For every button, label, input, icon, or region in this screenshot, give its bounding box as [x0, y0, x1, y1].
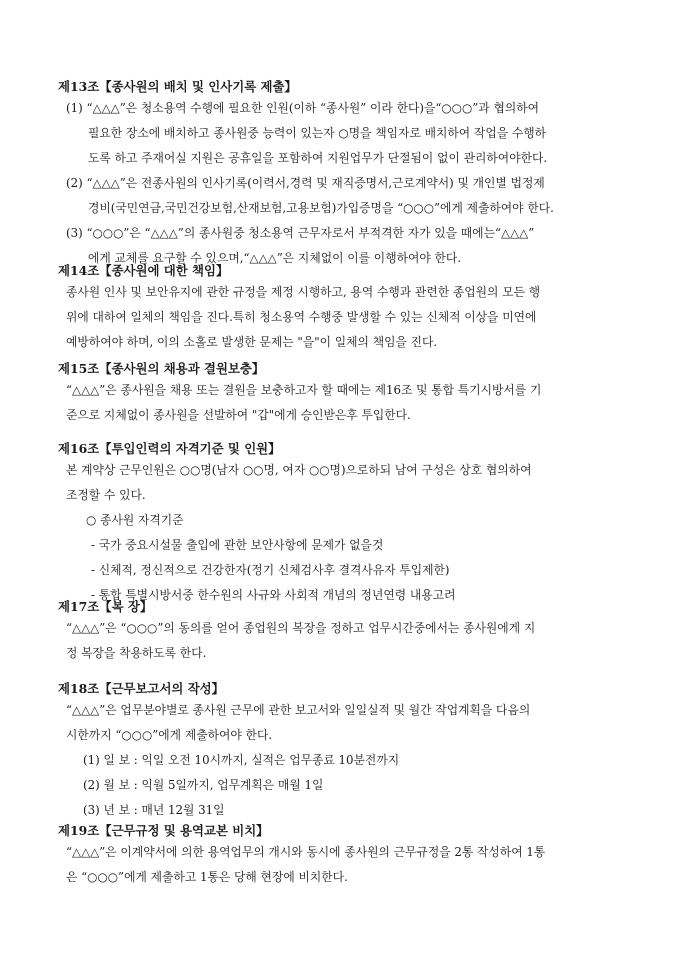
paragraph-line: “△△△”은 종사원을 채용 또는 결원을 보충하고자 할 때에는 제16조 및 통합 특기시방서를 기 [66, 383, 542, 397]
paragraph-line: “△△△”은 업무분야별로 종사원 근무에 관한 보고서와 일일실적 및 월간 작업계획을 다음의 [66, 703, 531, 717]
article-15 [58, 360, 638, 428]
article-heading: 제17조【복 장】 [58, 599, 153, 614]
report-schedule-item: (1) 일 보 : 익일 오전 10시까지, 실적은 업무종료 10분전까지 [83, 753, 400, 767]
article-heading: 제16조【투입인력의 자격기준 및 인원】 [58, 441, 281, 456]
clause-1-line-3: 도록 하고 주재어실 지원은 공휴일을 포함하여 지원업무가 단절됨이 없이 관리하여야한다. [88, 151, 548, 165]
qualification-title: ○ 종사원 자격기준 [86, 513, 184, 527]
article-heading: 제15조【종사원의 채용과 결원보충】 [58, 361, 265, 376]
article-17 [58, 598, 638, 666]
paragraph-line: 예방하여야 하며, 이의 소홀로 발생한 문제는 "을"이 일체의 책임을 진다. [66, 335, 438, 349]
qualification-item: - 신체적, 정신적으로 건강한자(정기 신체검사후 결격사유자 투입제한) [91, 563, 450, 577]
article-18 [58, 680, 638, 823]
paragraph-line: 조정할 수 있다. [66, 488, 146, 502]
clause-1-line-1: (1) “△△△”은 청소용역 수행에 필요한 인원(이하 “종사원” 이라 한다)을“○○○”과 협의하여 [66, 101, 540, 115]
article-14 [58, 262, 638, 355]
qualification-item: - 통합 특별시방서중 한수원의 사규와 사회적 개념의 정년연령 내용고려 [91, 588, 456, 602]
report-schedule-item: (3) 년 보 : 매년 12월 31일 [83, 803, 225, 817]
article-16 [58, 440, 638, 608]
clause-3-line-2: 에게 교체를 요구할 수 있으며,“△△△”은 지체없이 이를 이행하여야 한다. [88, 251, 462, 265]
paragraph-line: 본 계약상 근무인원은 ○○명(남자 ○○명, 여자 ○○명)으로하되 남여 구성은 상호 협의하여 [66, 463, 532, 477]
article-19 [58, 822, 638, 890]
clause-2-line-2: 경비(국민연금,국민건강보험,산재보험,고용보험)가입증명을 “○○○”에게 제출하여야 한다. [88, 201, 554, 215]
paragraph-line: “△△△”은 이계약서에 의한 용역업무의 개시와 동시에 종사원의 근무규정을 2통 작성하여 1통 [66, 845, 546, 859]
paragraph-line: 종사원 인사 및 보안유지에 관한 규정을 제정 시행하고, 용역 수행과 관련한 종업원의 모든 행 [66, 285, 541, 299]
article-13 [58, 78, 638, 271]
paragraph-line: 시한까지 “○○○”에게 제출하여야 한다. [66, 728, 273, 742]
article-heading: 제19조【근무규정 및 용역교본 비치】 [58, 823, 269, 838]
article-heading: 제13조【종사원의 배치 및 인사기록 제출】 [58, 79, 297, 94]
paragraph-line: 준으로 지체없이 종사원을 선발하여 "갑"에게 승인받은후 투입한다. [66, 408, 411, 422]
paragraph-line: “△△△”은 “○○○”의 동의를 얻어 종업원의 복장을 정하고 업무시간중에서는 종사원에게 지 [66, 621, 536, 635]
qualification-item: - 국가 중요시설물 출입에 관한 보안사항에 문제가 없을것 [91, 538, 384, 552]
paragraph-line: 은 “○○○”에게 제출하고 1통은 당해 현장에 비치한다. [66, 870, 348, 884]
article-heading: 제14조【종사원에 대한 책임】 [58, 263, 229, 278]
paragraph-line: 정 복장을 착용하도록 한다. [66, 646, 207, 660]
clause-2-line-1: (2) “△△△”은 전종사원의 인사기록(이력서,경력 및 재직증명서,근로계약서) 및 개인별 법정제 [66, 176, 545, 190]
article-heading: 제18조【근무보고서의 작성】 [58, 681, 225, 696]
paragraph-line: 위에 대하여 일체의 책임을 진다.특히 청소용역 수행중 발생할 수 있는 신체적 이상을 미연에 [66, 310, 537, 324]
clause-3-line-1: (3) “○○○”은 “△△△”의 종사원중 청소용역 근무자로서 부적격한 자가 있을 때에는“△△△” [66, 226, 535, 240]
clause-1-line-2: 필요한 장소에 배치하고 종사원중 능력이 있는자 ○명을 책임자로 배치하여 작업을 수행하 [88, 126, 547, 140]
report-schedule-item: (2) 월 보 : 익월 5일까지, 업무계획은 매월 1일 [83, 778, 324, 792]
